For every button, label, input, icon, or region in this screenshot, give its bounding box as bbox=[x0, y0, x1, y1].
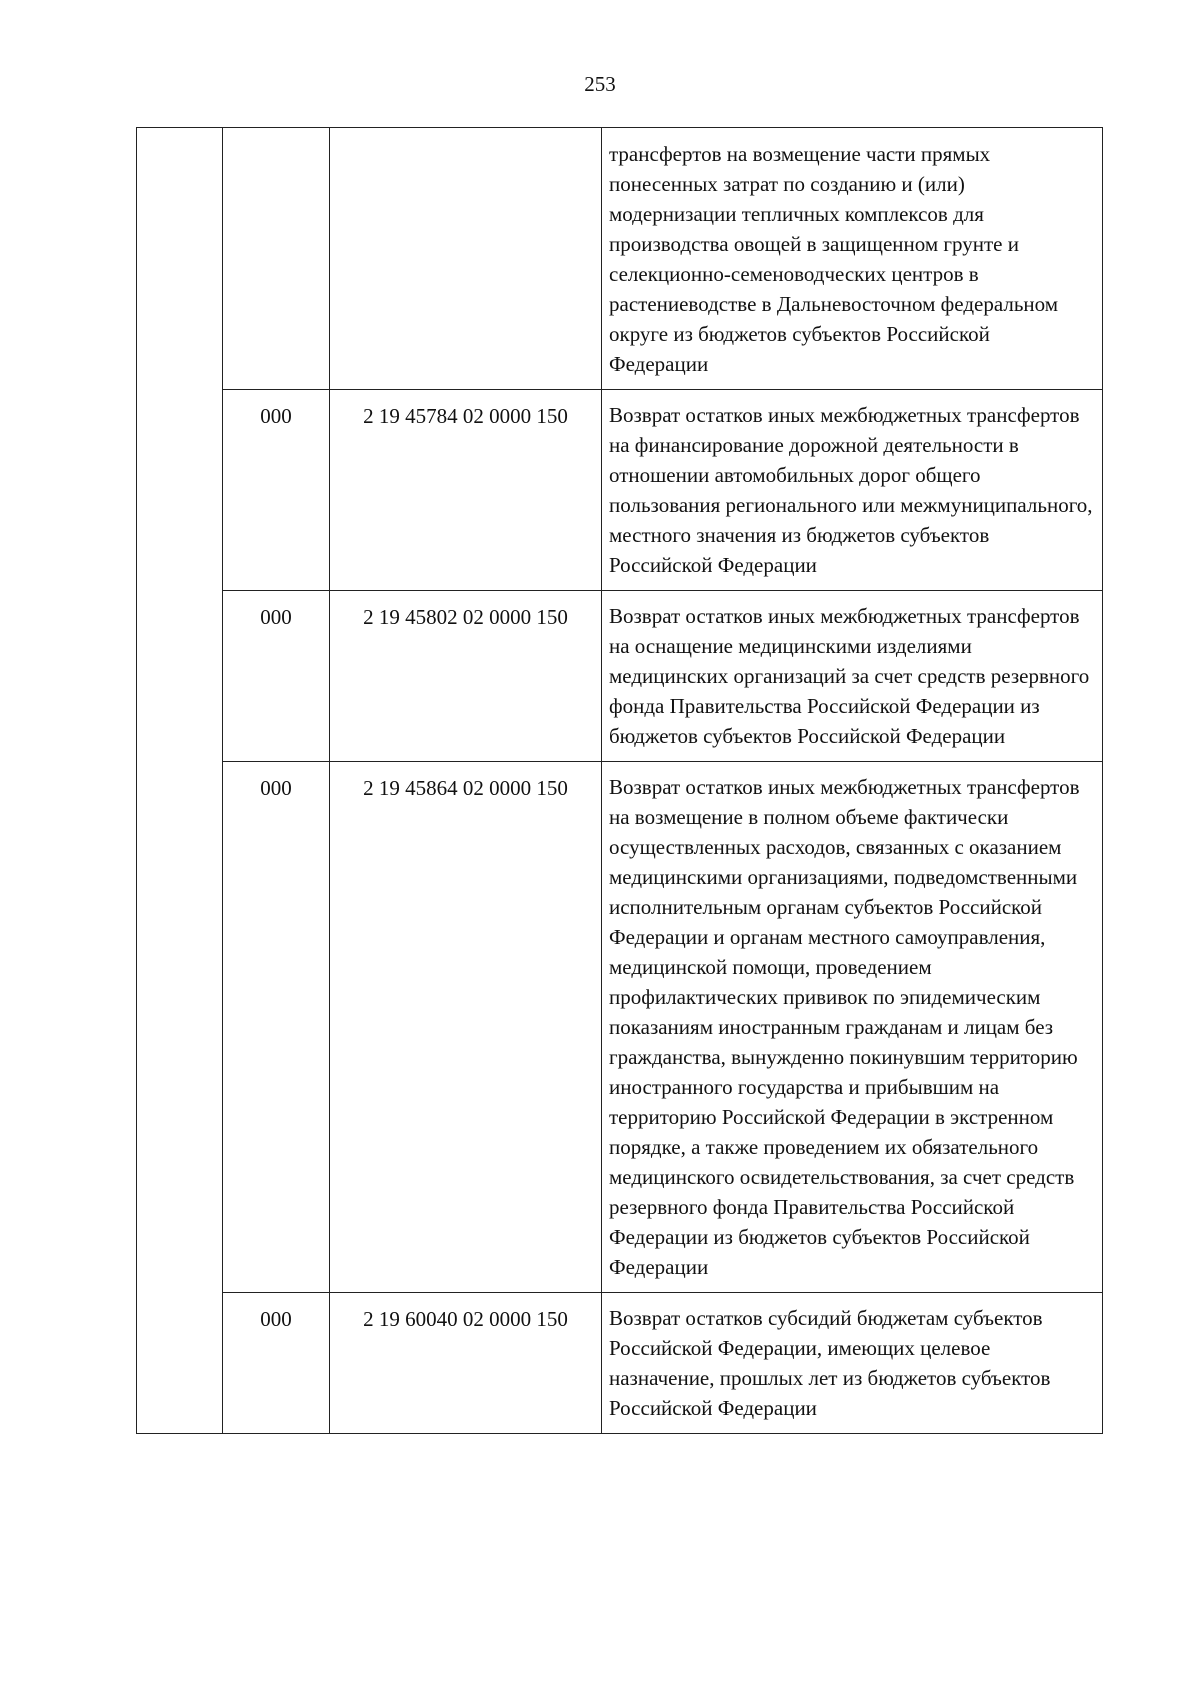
description-cell: Возврат остатков иных межбюджетных трансфертов на возмещение в полном объеме фактически осуществленных расходов, связанных с оказанием медицинскими организациями, подведомственными исполнительным органам субъектов Российской Федерации и органам местного самоуправления, медицинской помощи, проведением профилактических прививок по эпидемическим показаниям иностранным гражданам и лицам без гражданства, вынужденно покинувшим территорию иностранного государства и прибывшим на территорию Российской Федерации в экстренном порядке, а также проведением их обязательного медицинского освидетельствования, за счет средств резервного фонда Правительства Российской Федерации из бюджетов субъектов Российской Федерации bbox=[602, 762, 1103, 1293]
budget-classification-table bbox=[136, 127, 1103, 1434]
table-row bbox=[137, 1293, 1103, 1434]
table-row-continuation bbox=[137, 128, 1103, 390]
admin-code-cell: 000 bbox=[223, 762, 330, 1293]
budget-code-cell: 2 19 45864 02 0000 150 bbox=[330, 762, 602, 1293]
description-cell: трансфертов на возмещение части прямых понесенных затрат по созданию и (или) модернизации тепличных комплексов для производства овощей в защищенном грунте и селекционно-семеноводческих центров в растениеводстве в Дальневосточном федеральном округе из бюджетов субъектов Российской Федерации bbox=[602, 128, 1103, 390]
table-row bbox=[137, 390, 1103, 591]
admin-code-cell: 000 bbox=[223, 591, 330, 762]
budget-code-cell: 2 19 45802 02 0000 150 bbox=[330, 591, 602, 762]
description-cell: Возврат остатков иных межбюджетных трансфертов на оснащение медицинскими изделиями медицинских организаций за счет средств резервного фонда Правительства Российской Федерации из бюджетов субъектов Российской Федерации bbox=[602, 591, 1103, 762]
description-cell: Возврат остатков субсидий бюджетам субъектов Российской Федерации, имеющих целевое назначение, прошлых лет из бюджетов субъектов Российской Федерации bbox=[602, 1293, 1103, 1434]
table-row bbox=[137, 762, 1103, 1293]
admin-code-cell: 000 bbox=[223, 1293, 330, 1434]
table-row bbox=[137, 591, 1103, 762]
budget-code-cell bbox=[330, 128, 602, 390]
admin-code-cell bbox=[223, 128, 330, 390]
page-number: 253 bbox=[584, 72, 616, 96]
budget-code-cell: 2 19 60040 02 0000 150 bbox=[330, 1293, 602, 1434]
budget-code-cell: 2 19 45784 02 0000 150 bbox=[330, 390, 602, 591]
admin-code-cell: 000 bbox=[223, 390, 330, 591]
description-cell: Возврат остатков иных межбюджетных трансфертов на финансирование дорожной деятельности в отношении автомобильных дорог общего пользования регионального или межмуниципального, местного значения из бюджетов субъектов Российской Федерации bbox=[602, 390, 1103, 591]
empty-first-column-cell bbox=[137, 128, 223, 1434]
